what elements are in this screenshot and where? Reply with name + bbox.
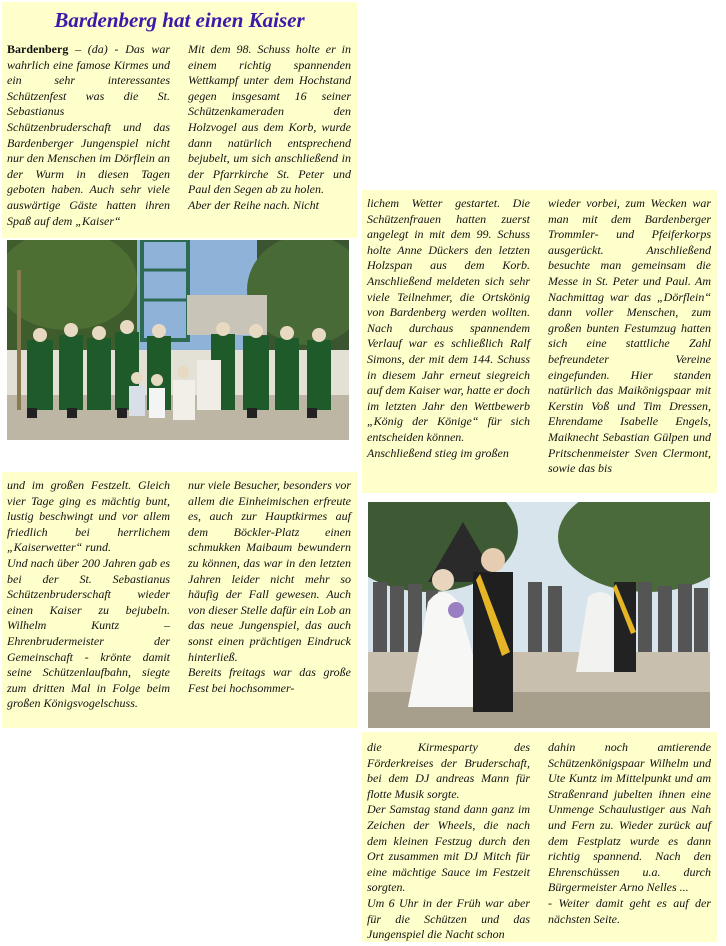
parade-photo: [368, 502, 710, 728]
paragraph: - Weiter damit geht es auf der nächsten Seite.: [548, 895, 711, 926]
paragraph: nur viele Besucher, besonders vor allem die Einheimischen erfreute es, auch zur Hauptkirmes auf dem Böckler-Platz einen schmukken Maibaum bewundern zu können, das war in den letzten Jahren leider nicht mehr so häufig der Fall gewesen. Auch von dieser Stelle dafür ein Lob an das neue Jungenspiel, das auch sonst einen prächtigen Eindruck hinterließ.: [188, 478, 351, 664]
paragraph: Mit dem 98. Schuss holte er in einem richtig spannenden Wettkampf unter dem Hochstand gegen insgesamt 16 seiner Schützenkameraden den Holzvogel aus dem Korb, wurde dann natürlich entsprechend bejubelt, um sich anschließend in der Pfarrkirche St. Peter und Paul den Segen ab zu holen.: [188, 42, 351, 197]
column-3-top: [367, 196, 530, 461]
paragraph: Um 6 Uhr in der Früh war aber für die Schützen und das Jungenspiel die Nacht schon: [367, 895, 530, 942]
paragraph: die Kirmesparty des Förderkreises der Bruderschaft, bei dem DJ andreas Mann für flotte Musik sorgte.: [367, 740, 530, 801]
paragraph: und im großen Festzelt. Gleich vier Tage ging es mächtig bunt, lustig beschwingt und vor allem friedlich bei herrlichem „Kaiserwetter“ rund.: [7, 478, 170, 555]
paragraph: Anschließend stieg im großen: [367, 445, 509, 460]
paragraph: Und nach über 200 Jahren gab es bei der St. Sebastianus Schützenbruderschaft wieder einen Kaiser zu bejubeln. Wilhelm Kuntz – Ehrenbrudermeister der Gemeinschaft - krönte damit seine Schützenlaufbahn, siegte zum dritten Mal in Folge beim großen Königsvogelschuss.: [7, 555, 170, 711]
column-2-top: [188, 42, 351, 214]
paragraph: wieder vorbei, zum Wecken war man mit dem Bardenberger Trommler- und Pfeiferkorps ausgerückt. Anschließend besuchte man gemeinsam die Messe in St. Peter und Paul. Am Nachmittag war das „Dörflein“ dann voller Menschen, zum großen bunten Festumzug hatten sich eine stattliche Zahl befreundeter Vereine eingefunden. Hier standen natürlich das Maikönigspaar mit Kerstin Voß und Tim Dressen, Ehrendame Isabelle Engels, Maiknecht Sebastian Gülpen und Pritschenmeister Sven Clermont, sowie das bis: [548, 196, 711, 476]
paragraph: Bereits freitags war das große Fest bei hochsommer-: [188, 665, 351, 695]
column-1-bottom: [7, 478, 170, 712]
group-photo: [7, 240, 349, 440]
column-4-bottom: [548, 740, 711, 927]
column-1-top: [7, 42, 170, 229]
paragraph: Aber der Reihe nach. Nicht: [188, 197, 319, 212]
paragraph: lichem Wetter gestartet. Die Schützenfrauen hatten zuerst angelegt in mit dem 99. Schuss holte Anne Dückers den letzten Holzspan aus dem Korb. Anschließend meldeten sich sehr viele Teilnehmer, die Ortskönig von Bardenberg werden wollten. Nach durchaus spannendem Verlauf war es schließlich Ralf Simons, der mit dem 144. Schuss in diesem Jahr erneut siegreich auf dem Kaiser war, hatte er doch im letzten Jahr den Wettbewerb „König der Könige“ für sich entscheiden können.: [367, 196, 530, 444]
article-title: Bardenberg hat einen Kaiser: [2, 2, 357, 38]
column-3-bottom: [367, 740, 530, 943]
dateline-place: Bardenberg: [7, 42, 69, 56]
column-2-bottom: [188, 478, 351, 696]
paragraph: Der Samstag stand dann ganz im Zeichen der Wheels, die nach dem kleinen Festzug durch den Ort zusammen mit DJ Mitch für eine mächtige Sauce im Festzeit sorgten.: [367, 802, 530, 895]
column-4-top: [548, 196, 711, 477]
paragraph: – (da) - Das war wahrlich eine famose Kirmes und ein sehr interessantes Schützenfest was die St. Sebastianus Schützenbruderschaft und das Bardenberger Jungenspiel nicht nur den Menschen im Dörflein an der Wurm in diesen Tagen geboten haben. Auch sehr viele auswärtige Gäste hatten ihren Spaß auf dem „Kaiser“: [7, 42, 170, 228]
paragraph: dahin noch amtierende Schützenkönigspaar Wilhelm und Ute Kuntz im Mittelpunkt und am Straßenrand jubelten ihnen eine Unmenge Schaulustiger aus Nah und Fern zu. Wieder zurück auf dem Festplatz wurde es dann richtig spannend. Nach den Ehrenschüssen u.a. durch Bürgermeister Arno Nelles ...: [548, 740, 711, 895]
